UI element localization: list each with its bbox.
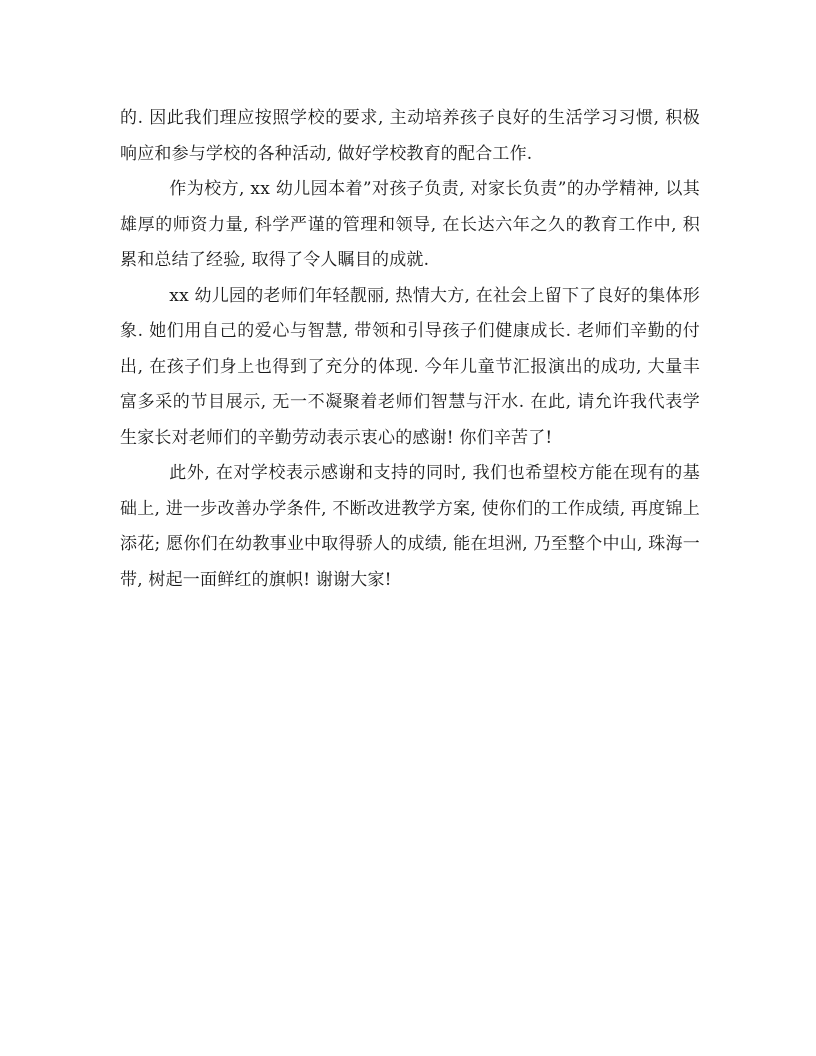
paragraph-3: xx 幼儿园的老师们年轻靓丽, 热情大方, 在社会上留下了良好的集体形象. 她们用自己的爱心与智慧, 带领和引导孩子们健康成长. 老师们辛勤的付出, 在孩子们身上也得到了充分的体现. 今年儿童节汇报演出的成功, 大量丰富多采的节目展示, 无一不凝聚着老师们智慧与汗水. 在此, 请允许我代表学生家长对老师们的辛勤劳动表示衷心的感谢! 你们辛苦了! xyxy=(120,285,700,448)
paragraph-1: 的. 因此我们理应按照学校的要求, 主动培养孩子良好的生活学习习惯, 积极响应和参与学校的各种活动, 做好学校教育的配合工作. xyxy=(120,108,700,164)
paragraph-4: 此外, 在对学校表示感谢和支持的同时, 我们也希望校方能在现有的基础上, 进一步改善办学条件, 不断改进教学方案, 使你们的工作成绩, 再度锦上添花; 愿你们在幼教事业中取得骄人的成绩, 能在坦洲, 乃至整个中山, 珠海一带, 树起一面鲜红的旗帜! 谢谢大家! xyxy=(120,463,700,590)
document-body xyxy=(120,101,700,598)
paragraph-2: 作为校方, xx 幼儿园本着”对孩子负责, 对家长负责”的办学精神, 以其雄厚的师资力量, 科学严谨的管理和领导, 在长达六年之久的教育工作中, 积累和总结了经验, 取得了令人瞩目的成就. xyxy=(120,179,700,270)
